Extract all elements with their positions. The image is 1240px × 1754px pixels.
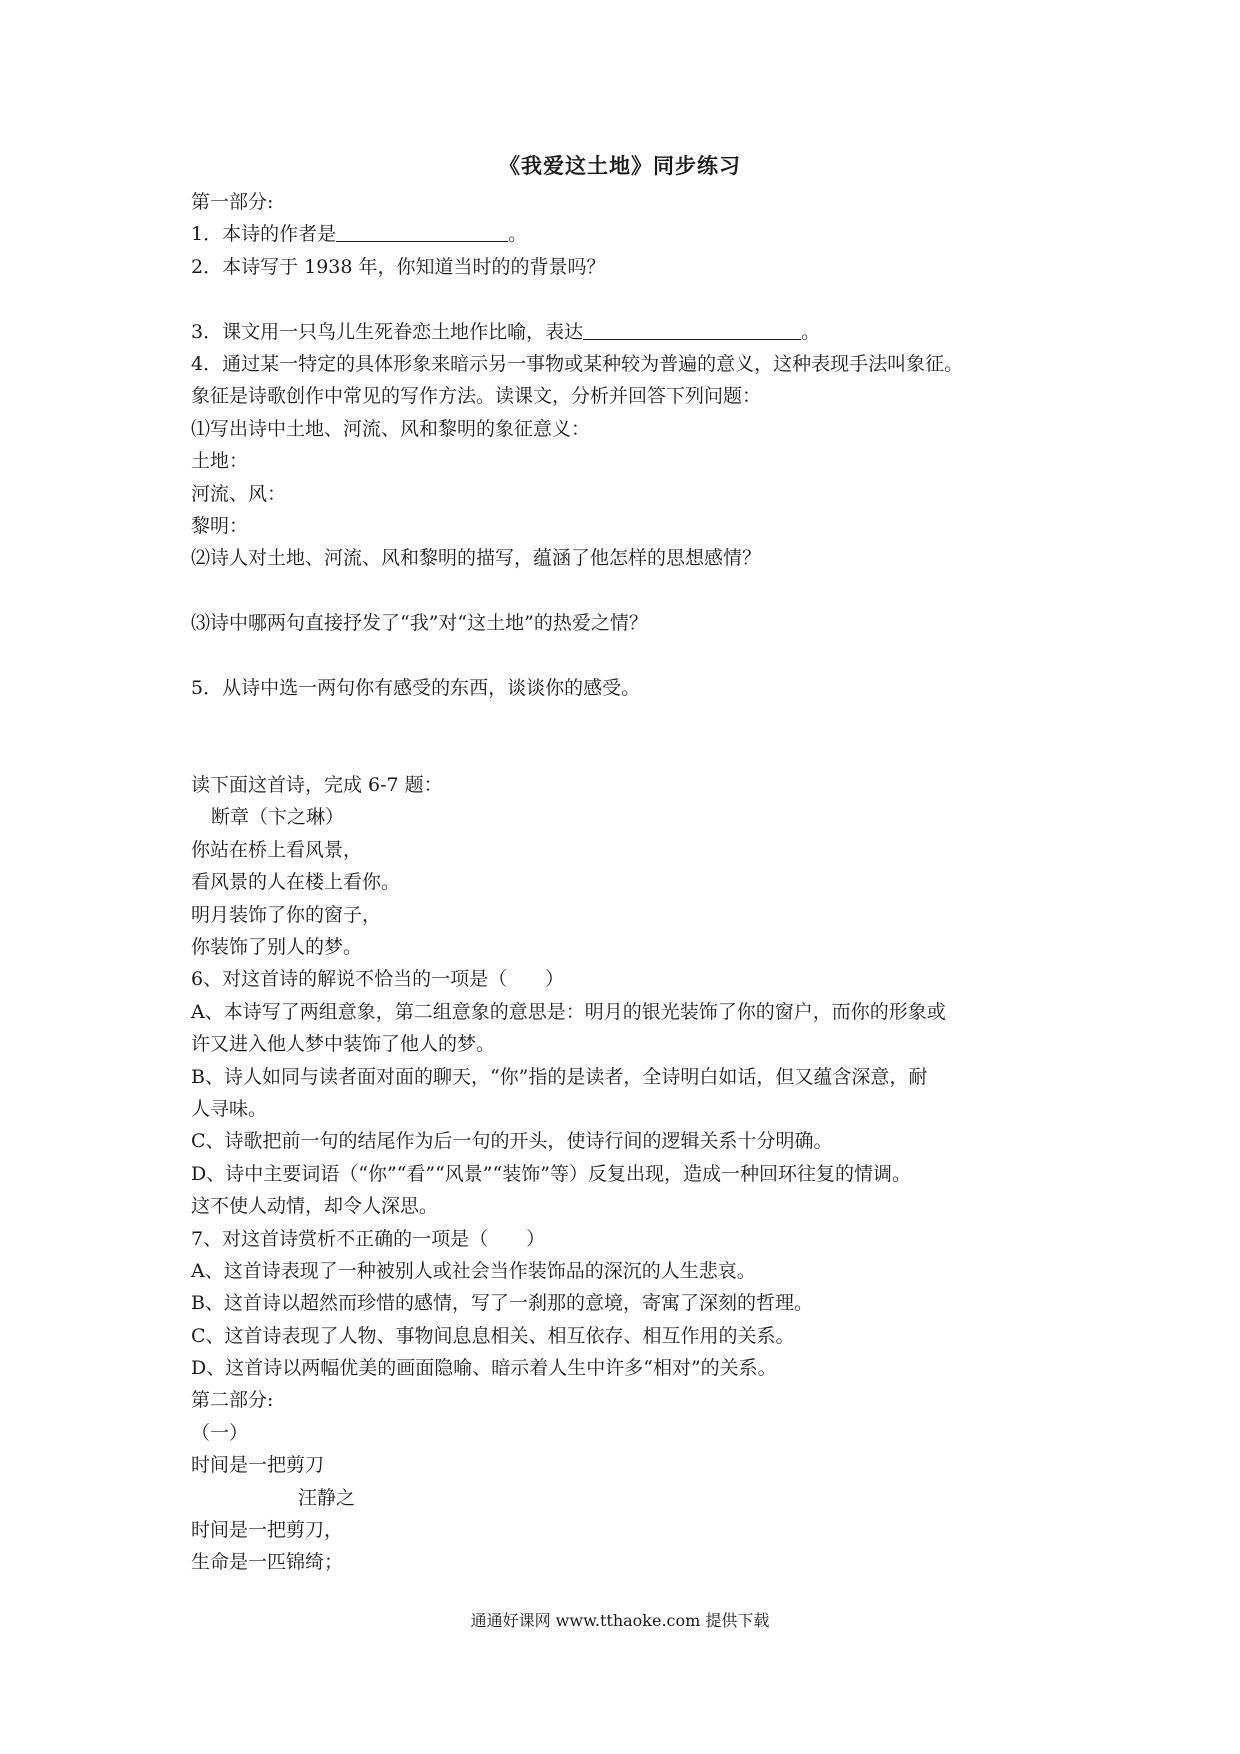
- question-4-dawn: 黎明：: [191, 514, 249, 537]
- question-4-land: 土地：: [191, 450, 249, 473]
- poem2-line: 生命是一匹锦绮；: [191, 1551, 344, 1574]
- poem-line: 看风景的人在楼上看你。: [191, 871, 401, 894]
- answer-blank: [336, 221, 508, 242]
- poem-line: 明月装饰了你的窗子，: [191, 903, 382, 926]
- question-1-end: 。: [508, 223, 528, 246]
- answer-space: [191, 704, 1071, 769]
- poem-title: 断章（卞之琳）: [211, 806, 345, 829]
- question-4-line-1: 4．通过某一特定的具体形象来暗示另一事物或某种较为普遍的意义，这种表现手法叫象征。: [191, 352, 964, 375]
- answer-blank: [583, 319, 801, 340]
- question-6-option-c: C、诗歌把前一句的结尾作为后一句的开头，使诗行间的逻辑关系十分明确。: [191, 1130, 833, 1153]
- question-1-text: 1．本诗的作者是: [191, 223, 337, 246]
- question-4-sub-2: ⑵诗人对土地、河流、风和黎明的描写，蕴涵了他怎样的思想感情？: [191, 547, 762, 570]
- poem2-author: 汪静之: [298, 1486, 356, 1509]
- poem-line: 你装饰了别人的梦。: [191, 936, 363, 958]
- question-4-river-wind: 河流、风：: [191, 482, 287, 505]
- part2-section: （一）: [191, 1421, 249, 1444]
- question-1: [191, 218, 1071, 250]
- question-6-option-a-cont: 许又进入他人梦中装饰了他人的梦。: [191, 1033, 496, 1056]
- question-4-line-2: 象征是诗歌创作中常见的写作方法。读课文，分析并回答下列问题：: [191, 385, 762, 408]
- reading-intro: 读下面这首诗，完成 6-7 题：: [191, 774, 443, 797]
- answer-space: [191, 639, 1071, 671]
- question-6-option-b: B、诗人如同与读者面对面的聊天，“你”指的是读者，全诗明白如话，但又蕴含深意，耐: [191, 1065, 928, 1088]
- page-title: 《我爱这土地》同步练习: [499, 153, 741, 178]
- question-5: 5．从诗中选一两句你有感受的东西，谈谈你的感受。: [191, 676, 641, 699]
- question-6-option-d: D、诗中主要词语（“你”“看”“风景”“装饰”等）反复出现，造成一种回环往复的情调。: [191, 1162, 911, 1185]
- part1-heading: 第一部分:: [191, 191, 274, 213]
- question-6-option-d-cont: 这不使人动情，却令人深思。: [191, 1195, 439, 1218]
- question-7-option-d: D、这首诗以两幅优美的画面隐喻、暗示着人生中许多“相对”的关系。: [191, 1357, 777, 1380]
- question-7-option-a: A、这首诗表现了一种被别人或社会当作装饰品的深沉的人生悲哀。: [191, 1259, 756, 1282]
- question-3-text: 3．课文用一只鸟儿生死眷恋土地作比喻，表达: [191, 320, 584, 343]
- document-body: [191, 186, 1071, 1579]
- answer-space: [191, 575, 1071, 607]
- question-4-sub-3: ⑶诗中哪两句直接抒发了“我”对“这土地”的热爱之情？: [191, 612, 648, 635]
- part2-heading: 第二部分:: [191, 1389, 274, 1412]
- answer-space: [191, 283, 1071, 315]
- poem2-line: 时间是一把剪刀，: [191, 1519, 344, 1542]
- question-3: [191, 316, 1071, 348]
- question-7-option-c: C、这首诗表现了人物、事物间息息相关、相互依存、相互作用的关系。: [191, 1324, 795, 1347]
- poem2-title: 时间是一把剪刀: [191, 1454, 325, 1477]
- question-2: 2．本诗写于 1938 年，你知道当时的的背景吗？: [191, 255, 606, 278]
- page-footer: 通通好课网 www.tthaoke.com 提供下载: [470, 1611, 770, 1630]
- question-7-option-b: B、这首诗以超然而珍惜的感情，写了一刹那的意境，寄寓了深刻的哲理。: [191, 1292, 813, 1315]
- question-7-stem: 7、对这首诗赏析不正确的一项是（ ）: [191, 1227, 546, 1250]
- question-4-sub-1: ⑴写出诗中土地、河流、风和黎明的象征意义：: [191, 417, 591, 440]
- poem-line: 你站在桥上看风景，: [191, 838, 363, 861]
- question-6-option-b-cont: 人寻味。: [191, 1097, 268, 1120]
- question-6-stem: 6、对这首诗的解说不恰当的一项是（ ）: [191, 968, 565, 991]
- question-6-option-a: A、本诗写了两组意象，第二组意象的意思是：明月的银光装饰了你的窗户，而你的形象或: [191, 1000, 946, 1023]
- question-3-end: 。: [801, 320, 821, 343]
